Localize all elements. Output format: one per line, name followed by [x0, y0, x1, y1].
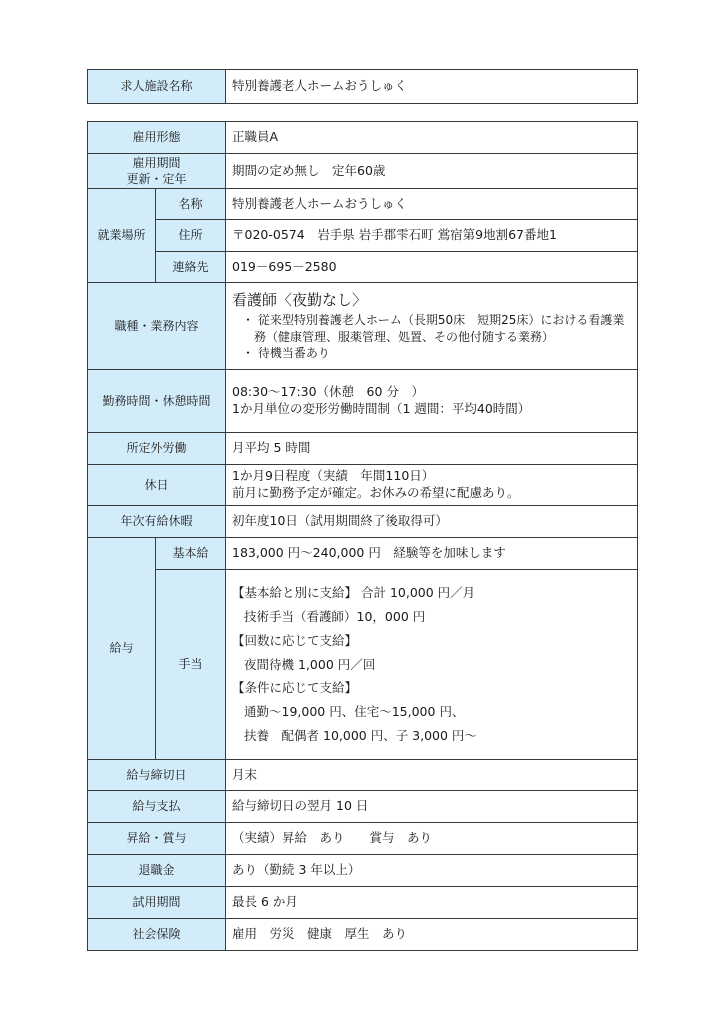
facility-row: [88, 70, 638, 104]
employment-period-label-line2: 更新・定年: [126, 172, 187, 186]
holidays-line-2: 前月に勤務予定が確定。お休みの希望に配慮あり。: [232, 485, 520, 500]
job-label: 職種・業務内容: [88, 283, 226, 370]
allowance-label: 手当: [156, 570, 226, 760]
hours-line-2: 1か月単位の変形労働時間制（1 週間：平均40時間）: [232, 401, 531, 416]
job-bullet-1: ・ 従来型特別養護老人ホーム（長期50床 短期25床）における看護業務（健康管理、服薬管理、処置、その他付随する業務）: [242, 313, 625, 344]
allowance-line-5: 【条件に応じて支給】: [232, 680, 358, 696]
insurance-row: [88, 919, 638, 951]
paid-leave-label: 年次有給休暇: [88, 506, 226, 538]
workplace-name-value: 特別養護老人ホームおうしゅく: [226, 189, 638, 220]
workplace-contact-row: [88, 252, 638, 283]
employment-period-label: [88, 154, 226, 189]
closing-day-value: 月末: [226, 760, 638, 791]
workplace-name-row: [88, 189, 638, 220]
holidays-value: [226, 465, 638, 506]
job-bullet-2: ・ 待機当番あり: [242, 346, 330, 361]
allowance-line-4: 夜間待機 1,000 円／回: [244, 656, 376, 672]
hours-label: 勤務時間・休憩時間: [88, 370, 226, 433]
workplace-contact-label: 連絡先: [156, 252, 226, 283]
employment-type-row: [88, 122, 638, 154]
overtime-row: [88, 433, 638, 465]
base-salary-label: 基本給: [156, 538, 226, 570]
raise-bonus-value: （実績）昇給 あり 賞与 あり: [226, 823, 638, 855]
payday-row: [88, 791, 638, 823]
workplace-address-label: 住所: [156, 220, 226, 252]
workplace-label: 就業場所: [88, 189, 156, 283]
employment-period-row: [88, 154, 638, 189]
job-value: [226, 283, 638, 370]
salary-label: 給与: [88, 538, 156, 760]
facility-value: 特別養護老人ホームおうしゅく: [226, 70, 638, 104]
retirement-label: 退職金: [88, 855, 226, 887]
raise-bonus-label: 昇給・賞与: [88, 823, 226, 855]
base-salary-value: 183,000 円～240,000 円 経験等を加味します: [226, 538, 638, 570]
workplace-address-row: [88, 220, 638, 252]
closing-day-label: 給与締切日: [88, 760, 226, 791]
employment-period-label-line1: 雇用期間: [132, 155, 181, 170]
hours-row: [88, 370, 638, 433]
allowance-row: [88, 570, 638, 760]
employment-type-label: 雇用形態: [88, 122, 226, 154]
allowance-line-2: 技術手当（看護師）10，000 円: [244, 609, 426, 625]
probation-label: 試用期間: [88, 887, 226, 919]
insurance-label: 社会保険: [88, 919, 226, 951]
probation-value: 最長 6 か月: [226, 887, 638, 919]
workplace-contact-value: 019－695－2580: [226, 252, 638, 283]
hours-line-1: 08:30～17:30（休憩 60 分 ）: [232, 384, 424, 400]
paid-leave-row: [88, 506, 638, 538]
workplace-name-label: 名称: [156, 189, 226, 220]
allowance-value: [226, 570, 638, 760]
job-title: 看護師〈夜勤なし〉: [232, 291, 368, 310]
payday-value: 給与締切日の翌月 10 日: [226, 791, 638, 823]
job-details-table: [87, 121, 638, 951]
paid-leave-value: 初年度10日（試用期間終了後取得可）: [226, 506, 638, 538]
retirement-row: [88, 855, 638, 887]
payday-label: 給与支払: [88, 791, 226, 823]
holidays-line-1: 1か月9日程度（実績 年間110日）: [232, 468, 435, 484]
allowance-line-7: 扶養 配偶者 10,000 円、子 3,000 円～: [244, 727, 477, 743]
overtime-value: 月平均 5 時間: [226, 433, 638, 465]
holidays-label: 休日: [88, 465, 226, 506]
overtime-label: 所定外労働: [88, 433, 226, 465]
raise-bonus-row: [88, 823, 638, 855]
employment-period-value: 期間の定め無し 定年60歳: [226, 154, 638, 189]
facility-label: 求人施設名称: [88, 70, 226, 104]
job-row: [88, 283, 638, 370]
allowance-line-3: 【回数に応じて支給】: [232, 632, 358, 648]
base-salary-row: [88, 538, 638, 570]
insurance-value: 雇用 労災 健康 厚生 あり: [226, 919, 638, 951]
workplace-address-value: 〒020-0574 岩手県 岩手郡雫石町 鴬宿第9地割67番地1: [226, 220, 638, 252]
allowance-line-1: 【基本給と別に支給】 合計 10,000 円／月: [232, 585, 476, 601]
hours-value: [226, 370, 638, 433]
facility-table: [87, 69, 638, 104]
closing-day-row: [88, 760, 638, 791]
retirement-value: あり（勤続 3 年以上）: [226, 855, 638, 887]
probation-row: [88, 887, 638, 919]
holidays-row: [88, 465, 638, 506]
allowance-line-6: 通勤～19,000 円、住宅～15,000 円、: [244, 704, 465, 720]
employment-type-value: 正職員A: [226, 122, 638, 154]
